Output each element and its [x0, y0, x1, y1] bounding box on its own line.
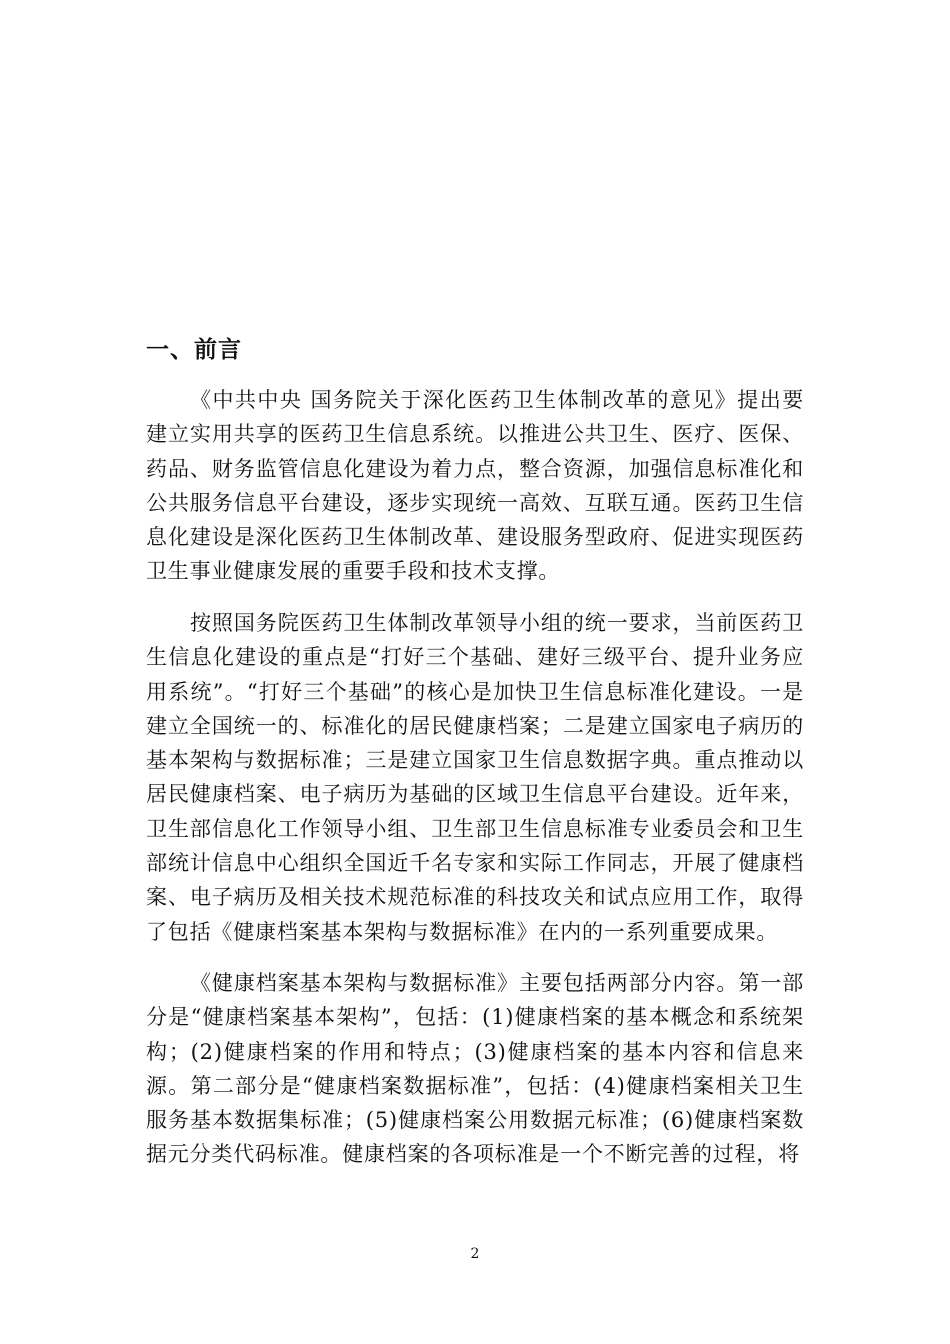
paragraph-1: 《中共中央 国务院关于深化医药卫生体制改革的意见》提出要建立实用共享的医药卫生信息系统。以推进公共卫生、医疗、医保、药品、财务监管信息化建设为着力点，整合资源，加强信息标准化和公共服务信息平台建设，逐步实现统一高效、互联互通。医药卫生信息化建设是深化医药卫生体制改革、建设服务型政府、促进实现医药卫生事业健康发展的重要手段和技术支撑。 [146, 388, 804, 584]
section-heading: 一、前言 [146, 337, 242, 363]
paragraph-2: 按照国务院医药卫生体制改革领导小组的统一要求，当前医药卫生信息化建设的重点是“打好三个基础、建好三级平台、提升业务应用系统”。“打好三个基础”的核心是加快卫生信息标准化建设。一是建立全国统一的、标准化的居民健康档案；二是建立国家电子病历的基本架构与数据标准；三是建立国家卫生信息数据字典。重点推动以居民健康档案、电子病历为基础的区域卫生信息平台建设。近年来，卫生部信息化工作领导小组、卫生部卫生信息标准专业委员会和卫生部统计信息中心组织全国近千名专家和实际工作同志，开展了健康档案、电子病历及相关技术规范标准的科技攻关和试点应用工作，取得了包括《健康档案基本架构与数据标准》在内的一系列重要成果。 [146, 611, 804, 944]
paragraph-3: 《健康档案基本架构与数据标准》主要包括两部分内容。第一部分是“健康档案基本架构”，包括：(1)健康档案的基本概念和系统架构；(2)健康档案的作用和特点；(3)健康档案的基本内容和信息来源。第二部分是“健康档案数据标准”，包括：(4)健康档案相关卫生服务基本数据集标准；(5)健康档案公用数据元标准；(6)健康档案数据元分类代码标准。健康档案的各项标准是一个不断完善的过程，将 [146, 971, 804, 1167]
page-number: 2 [470, 1246, 480, 1262]
